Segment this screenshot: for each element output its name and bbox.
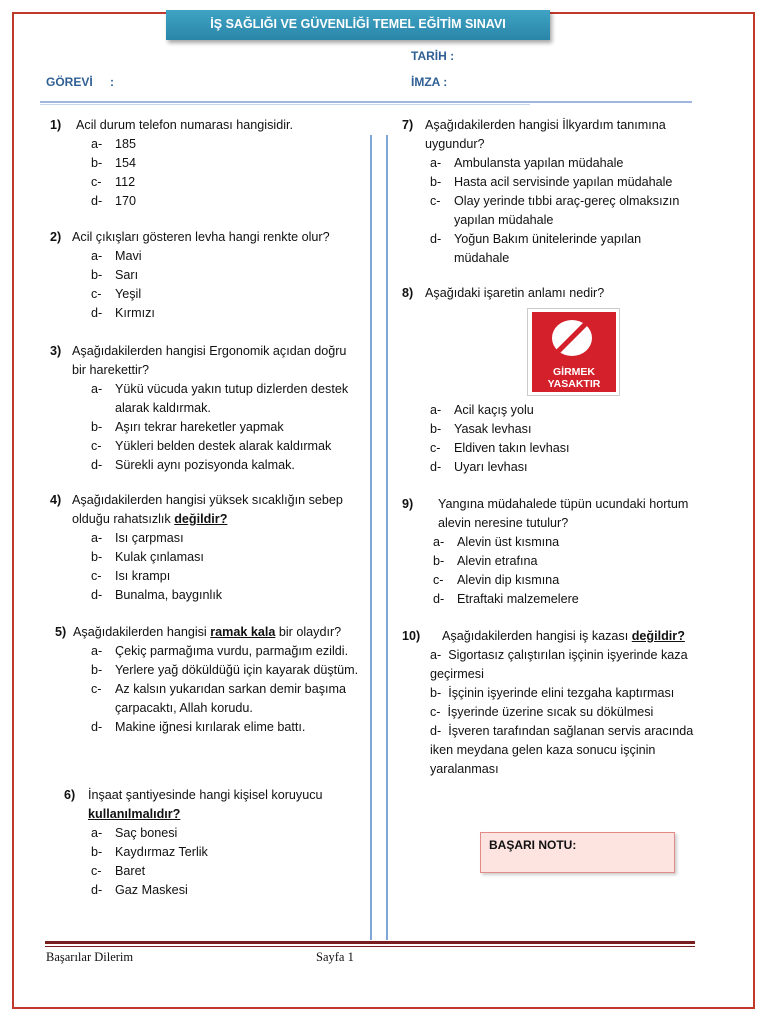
question-text: Acil durum telefon numarası hangisidir. xyxy=(76,118,294,132)
question-number: 7) xyxy=(402,118,414,132)
question-text: Aşağıdakilerden hangisi Ergonomik açıdan doğru bir harekettir? xyxy=(72,344,347,377)
option[interactable]: d- Yoğun Bakım ünitelerinde yapılan müdahale xyxy=(430,232,642,265)
option[interactable]: a- Alevin üst kısmına xyxy=(433,535,560,549)
option[interactable]: a- Mavi xyxy=(91,249,142,263)
option[interactable]: b- Hasta acil servisinde yapılan müdahale xyxy=(430,175,673,189)
option[interactable]: c- Olay yerinde tıbbi araç-gereç olmaksızın yapılan müdahale xyxy=(430,194,680,227)
footer-divider-thin xyxy=(45,946,695,947)
question-text: Yangına müdahalede tüpün ucundaki hortum alevin neresine tutulur? xyxy=(438,497,689,530)
option[interactable]: b- Alevin etrafına xyxy=(433,554,538,568)
question-2 xyxy=(50,228,350,323)
date-label: TARİH : xyxy=(411,49,455,63)
question-text: Aşağıdakilerden hangisi yüksek sıcaklığın sebep olduğu rahatsızlık xyxy=(72,493,343,526)
question-text: İnşaat şantiyesinde hangi kişisel koruyucu xyxy=(88,788,323,802)
question-9 xyxy=(402,495,712,609)
option[interactable]: d- 170 xyxy=(91,194,137,208)
question-1 xyxy=(50,116,350,211)
option[interactable]: c- Yükleri belden destek alarak kaldırmak xyxy=(91,439,332,453)
option[interactable]: d- Makine iğnesi kırılarak elime battı. xyxy=(91,720,306,734)
option[interactable]: b- Aşırı tekrar hareketler yapmak xyxy=(91,420,284,434)
option[interactable]: d- Uyarı levhası xyxy=(430,460,528,474)
column-divider-left xyxy=(370,135,372,940)
option[interactable]: a- Saç bonesi xyxy=(91,826,178,840)
question-10 xyxy=(402,627,702,779)
column-divider-right xyxy=(386,135,388,940)
option[interactable]: c- Yeşil xyxy=(91,287,142,301)
option[interactable]: a- Sigortasız çalıştırılan işçinin işyerinde kaza geçirmesi xyxy=(430,648,688,681)
option[interactable]: d- Kırmızı xyxy=(91,306,155,320)
question-text: Acil çıkışları gösteren levha hangi renkte olur? xyxy=(72,230,330,244)
question-number: 9) xyxy=(402,497,414,511)
option[interactable]: a- 185 xyxy=(91,137,137,151)
option[interactable]: c- Eldiven takın levhası xyxy=(430,441,570,455)
page-number: Sayfa 1 xyxy=(316,950,354,964)
option[interactable]: b- Yerlere yağ döküldüğü için kayarak düştüm. xyxy=(91,663,359,677)
question-text: Aşağıdakilerden hangisi xyxy=(73,625,207,639)
question-3 xyxy=(50,342,360,475)
question-number: 4) xyxy=(50,493,62,507)
question-text: Aşağıdakilerden hangisi iş kazası xyxy=(442,629,629,643)
option[interactable]: a- Yükü vücuda yakın tutup dizlerden destek alarak kaldırmak. xyxy=(91,382,349,415)
option[interactable]: c- 112 xyxy=(91,175,136,189)
question-text: Aşağıdaki işaretin anlamı nedir? xyxy=(425,286,605,300)
question-7 xyxy=(402,116,702,268)
question-emphasis: değildir? xyxy=(174,512,228,526)
question-emphasis: ramak kala xyxy=(210,625,276,639)
question-6 xyxy=(64,786,364,900)
header-divider-thin xyxy=(40,104,530,105)
footer-divider-thick xyxy=(45,941,695,944)
score-box[interactable] xyxy=(480,832,675,873)
no-entry-sign xyxy=(527,308,620,396)
question-8 xyxy=(402,284,702,303)
question-number: 3) xyxy=(50,344,62,358)
question-number: 2) xyxy=(50,230,62,244)
question-number: 1) xyxy=(50,118,62,132)
question-text: Aşağıdakilerden hangisi İlkyardım tanımına uygundur? xyxy=(425,118,666,151)
option[interactable]: b- Kaydırmaz Terlik xyxy=(91,845,208,859)
question-text-end: bir olaydır? xyxy=(278,625,342,639)
question-4 xyxy=(50,491,360,605)
option[interactable]: a- Isı çarpması xyxy=(91,531,184,545)
position-label: GÖREVİ xyxy=(46,75,93,89)
option[interactable]: d- Gaz Maskesi xyxy=(91,883,188,897)
option[interactable]: d- Sürekli aynı pozisyonda kalmak. xyxy=(91,458,295,472)
question-5 xyxy=(55,623,360,737)
option[interactable]: a- Çekiç parmağıma vurdu, parmağım ezildi. xyxy=(91,644,349,658)
option[interactable]: a- Ambulansta yapılan müdahale xyxy=(430,156,624,170)
option[interactable]: c- İşyerinde üzerine sıcak su dökülmesi xyxy=(430,705,654,719)
question-emphasis: değildir? xyxy=(631,629,685,643)
option[interactable]: d- Bunalma, baygınlık xyxy=(91,588,223,602)
option[interactable]: b- Kulak çınlaması xyxy=(91,550,204,564)
question-number: 5) xyxy=(55,625,67,639)
signature-label: İMZA : xyxy=(411,75,448,89)
footer-greeting: Başarılar Dilerim xyxy=(46,950,134,964)
option[interactable]: c- Az kalsın yukarıdan sarkan demir başıma çarpacaktı, Allah korudu. xyxy=(91,682,346,715)
option[interactable]: c- Alevin dip kısmına xyxy=(433,573,560,587)
question-number: 8) xyxy=(402,286,414,300)
sign-text-line1: GİRMEK xyxy=(553,366,595,378)
score-label: BAŞARI NOTU: xyxy=(489,838,577,852)
option[interactable]: d- İşveren tarafından sağlanan servis aracında iken meydana gelen kaza sonucu işçinin yaralanması xyxy=(430,724,694,776)
option[interactable]: c- Baret xyxy=(91,864,146,878)
question-emphasis: kullanılmalıdır? xyxy=(88,807,181,821)
exam-title: İŞ SAĞLIĞI VE GÜVENLİĞİ TEMEL EĞİTİM SINAVI xyxy=(166,10,550,40)
sign-text-line2: YASAKTIR xyxy=(547,378,601,390)
option[interactable]: a- Acil kaçış yolu xyxy=(430,403,534,417)
option[interactable]: b- Yasak levhası xyxy=(430,422,532,436)
header-divider xyxy=(40,101,692,103)
option[interactable]: d- Etraftaki malzemelere xyxy=(433,592,579,606)
question-8-options xyxy=(430,401,680,477)
option[interactable]: b- Sarı xyxy=(91,268,139,282)
option[interactable]: b- İşçinin işyerinde elini tezgaha kaptırması xyxy=(430,686,675,700)
position-colon: : xyxy=(110,75,114,89)
question-number: 6) xyxy=(64,788,76,802)
option[interactable]: c- Isı krampı xyxy=(91,569,171,583)
option[interactable]: b- 154 xyxy=(91,156,137,170)
question-number: 10) xyxy=(402,629,421,643)
